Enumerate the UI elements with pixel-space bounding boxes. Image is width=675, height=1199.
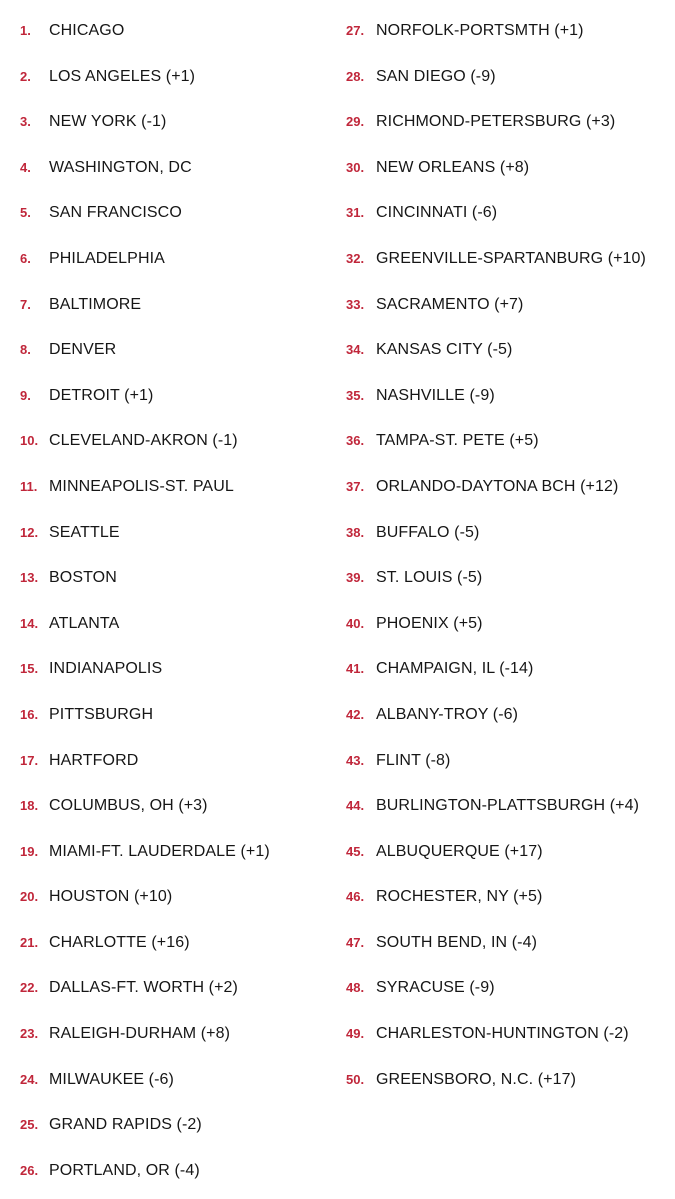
ranking-item <box>346 333 666 366</box>
market-name: SAN DIEGO (-9) <box>376 67 496 85</box>
market-name: BOSTON <box>49 569 117 587</box>
market-name: CHICAGO <box>49 22 125 39</box>
rank-number: 28. <box>346 68 365 84</box>
rank-number: 40. <box>346 615 365 631</box>
rank-number: 39. <box>346 570 365 586</box>
ranking-item <box>20 424 320 457</box>
market-name: ST. LOUIS (-5) <box>376 569 483 587</box>
rank-number: 19. <box>20 843 39 859</box>
rank-number: 24. <box>20 1071 39 1087</box>
rank-number: 14. <box>20 615 39 631</box>
rank-number: 11. <box>20 478 38 494</box>
ranking-item <box>20 242 320 275</box>
ranking-item <box>346 744 666 777</box>
rank-number: 35. <box>346 387 365 403</box>
ranking-item <box>346 516 666 549</box>
market-name: GREENSBORO, N.C. (+17) <box>376 1070 577 1088</box>
rank-number: 9. <box>20 387 31 403</box>
market-name: NORFOLK-PORTSMTH (+1) <box>376 22 584 39</box>
ranking-item <box>346 242 666 275</box>
rank-number: 3. <box>20 114 31 130</box>
ranking-item <box>346 1063 666 1096</box>
ranking-item <box>20 835 320 868</box>
rank-number: 4. <box>20 159 31 175</box>
market-name: BALTIMORE <box>49 295 142 313</box>
market-name: COLUMBUS, OH (+3) <box>49 797 208 815</box>
ranking-item <box>20 1063 320 1096</box>
market-name: MILWAUKEE (-6) <box>49 1070 174 1088</box>
rank-number: 36. <box>346 433 365 449</box>
rank-number: 31. <box>346 205 365 221</box>
market-name: NEW ORLEANS (+8) <box>376 158 530 176</box>
rank-number: 49. <box>346 1026 365 1042</box>
rank-number: 43. <box>346 752 365 768</box>
market-name: HARTFORD <box>49 751 139 769</box>
rank-number: 1. <box>20 23 31 38</box>
rank-number: 44. <box>346 798 365 814</box>
ranking-item <box>20 333 320 366</box>
ranking-item <box>346 652 666 685</box>
ranking-item <box>20 744 320 777</box>
ranking-item <box>346 561 666 594</box>
rank-number: 16. <box>20 706 39 722</box>
ranking-item <box>20 288 320 321</box>
ranking-list-left-column <box>20 14 320 1199</box>
ranking-item <box>20 971 320 1004</box>
market-name: HOUSTON (+10) <box>49 888 173 906</box>
market-name: BUFFALO (-5) <box>376 523 480 541</box>
ranking-item <box>20 880 320 913</box>
market-name: PORTLAND, OR (-4) <box>49 1161 200 1179</box>
rank-number: 46. <box>346 889 365 905</box>
market-name: ALBANY-TROY (-6) <box>376 705 519 723</box>
ranking-item <box>346 607 666 640</box>
market-name: KANSAS CITY (-5) <box>376 341 513 359</box>
rank-number: 8. <box>20 342 31 358</box>
rank-number: 27. <box>346 23 365 38</box>
market-name: RICHMOND-PETERSBURG (+3) <box>376 113 616 131</box>
ranking-item <box>346 288 666 321</box>
rank-number: 23. <box>20 1026 39 1042</box>
ranking-item <box>346 470 666 503</box>
ranking-item <box>20 561 320 594</box>
rank-number: 20. <box>20 889 39 905</box>
market-name: WASHINGTON, DC <box>49 158 192 176</box>
rank-number: 22. <box>20 980 39 996</box>
market-name: MINNEAPOLIS-ST. PAUL <box>49 477 234 495</box>
ranking-item <box>20 379 320 412</box>
ranking-item <box>346 835 666 868</box>
ranking-item <box>346 926 666 959</box>
ranking-item <box>20 470 320 503</box>
rank-number: 2. <box>20 68 31 84</box>
rank-number: 30. <box>346 159 365 175</box>
rank-number: 37. <box>346 478 365 494</box>
rank-number: 50. <box>346 1071 365 1087</box>
market-name: NASHVILLE (-9) <box>376 386 495 404</box>
market-name: TAMPA-ST. PETE (+5) <box>376 432 539 450</box>
ranking-item <box>346 105 666 138</box>
ranking-item <box>346 971 666 1004</box>
market-name: MIAMI-FT. LAUDERDALE (+1) <box>49 842 270 860</box>
rank-number: 41. <box>346 661 365 677</box>
rank-number: 18. <box>20 798 39 814</box>
market-name: SEATTLE <box>49 523 120 541</box>
ranking-item <box>20 516 320 549</box>
market-name: ORLANDO-DAYTONA BCH (+12) <box>376 477 619 495</box>
rank-number: 13. <box>20 570 39 586</box>
rank-number: 34. <box>346 342 365 358</box>
rank-number: 26. <box>20 1162 39 1178</box>
ranking-item <box>20 1108 320 1141</box>
ranking-list-right-column <box>346 14 666 1108</box>
ranking-item <box>20 607 320 640</box>
ranking-item <box>346 1017 666 1050</box>
rank-number: 21. <box>20 934 39 950</box>
rank-number: 6. <box>20 250 31 266</box>
market-name: INDIANAPOLIS <box>49 660 163 678</box>
ranking-item <box>20 151 320 184</box>
market-name: SACRAMENTO (+7) <box>376 295 524 313</box>
market-name: GREENVILLE-SPARTANBURG (+10) <box>376 249 646 267</box>
ranking-item <box>20 926 320 959</box>
rank-number: 29. <box>346 114 365 130</box>
market-name: SAN FRANCISCO <box>49 204 182 222</box>
market-name: NEW YORK (-1) <box>49 113 167 131</box>
rank-number: 45. <box>346 843 365 859</box>
market-name: PITTSBURGH <box>49 705 154 723</box>
market-name: CHAMPAIGN, IL (-14) <box>376 660 534 678</box>
rank-number: 12. <box>20 524 39 540</box>
market-name: BURLINGTON-PLATTSBURGH (+4) <box>376 797 640 815</box>
ranking-item <box>20 698 320 731</box>
rank-number: 5. <box>20 205 31 221</box>
market-name: ROCHESTER, NY (+5) <box>376 888 543 906</box>
market-name: PHILADELPHIA <box>49 249 165 267</box>
ranking-item <box>346 424 666 457</box>
market-name: FLINT (-8) <box>376 751 451 769</box>
ranking-item <box>346 880 666 913</box>
rank-number: 42. <box>346 706 365 722</box>
ranking-item <box>346 151 666 184</box>
market-name: DETROIT (+1) <box>49 386 154 404</box>
ranking-item <box>346 196 666 229</box>
market-name: CLEVELAND-AKRON (-1) <box>49 432 238 450</box>
rank-number: 10. <box>20 433 39 449</box>
rank-number: 38. <box>346 524 365 540</box>
market-name: DENVER <box>49 341 117 359</box>
market-name: ATLANTA <box>49 614 120 632</box>
ranking-item <box>20 789 320 822</box>
ranking-item <box>346 14 666 47</box>
market-name: GRAND RAPIDS (-2) <box>49 1116 202 1134</box>
ranking-item <box>346 698 666 731</box>
rank-number: 25. <box>20 1117 39 1133</box>
market-name: SOUTH BEND, IN (-4) <box>376 933 538 951</box>
ranking-item <box>20 1017 320 1050</box>
market-name: CHARLOTTE (+16) <box>49 933 190 951</box>
ranking-item <box>20 652 320 685</box>
rank-number: 47. <box>346 934 365 950</box>
rank-number: 48. <box>346 980 365 996</box>
rank-number: 17. <box>20 752 39 768</box>
ranking-item <box>346 789 666 822</box>
market-name: RALEIGH-DURHAM (+8) <box>49 1025 231 1043</box>
market-name: PHOENIX (+5) <box>376 614 483 632</box>
market-name: ALBUQUERQUE (+17) <box>376 842 543 860</box>
rank-number: 33. <box>346 296 365 312</box>
rank-number: 7. <box>20 296 31 312</box>
market-name: DALLAS-FT. WORTH (+2) <box>49 979 238 997</box>
market-name: CHARLESTON-HUNTINGTON (-2) <box>376 1025 629 1043</box>
market-name: CINCINNATI (-6) <box>376 204 498 222</box>
ranking-item <box>346 379 666 412</box>
ranking-item <box>346 60 666 93</box>
rank-number: 15. <box>20 661 39 677</box>
ranking-item <box>20 105 320 138</box>
ranking-item <box>20 60 320 93</box>
ranking-item <box>20 14 320 47</box>
market-name: LOS ANGELES (+1) <box>49 67 196 85</box>
rank-number: 32. <box>346 250 365 266</box>
ranking-item <box>20 196 320 229</box>
market-name: SYRACUSE (-9) <box>376 979 495 997</box>
ranking-item <box>20 1154 320 1187</box>
